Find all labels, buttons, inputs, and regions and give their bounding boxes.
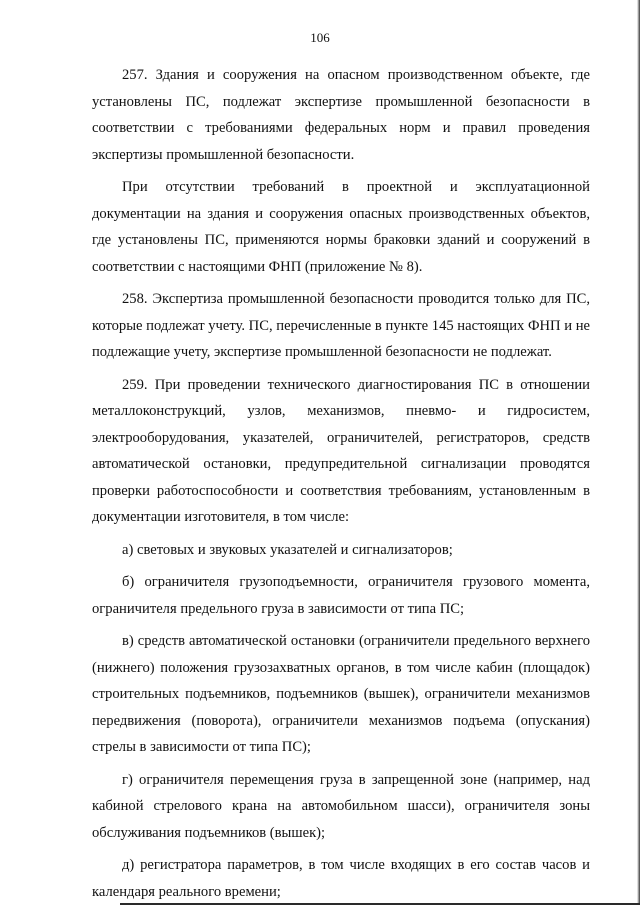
page-number: 106	[310, 30, 330, 45]
list-item-d: д) регистратора параметров, в том числе входящих в его состав часов и календаря реального времени;	[92, 857, 590, 900]
list-item-a: а) световых и звуковых указателей и сигнализаторов;	[122, 541, 453, 558]
paragraph-257-continuation: При отсутствии требований в проектной и эксплуатационной документации на здания и сооружения опасных производственных объектов, где установлены ПС, применяются нормы браковки зданий и сооружений в соответствии с настоящими ФНП (приложение № 8).	[92, 179, 590, 275]
list-item-g: г) ограничителя перемещения груза в запрещенной зоне (например, над кабиной стрелового крана на автомобильном шасси), ограничителя зоны обслуживания подъемников (вышек);	[92, 771, 590, 841]
paragraph-258: 258. Экспертиза промышленной безопасности проводится только для ПС, которые подлежат учету. ПС, перечисленные в пункте 145 настоящих ФНП и не подлежащие учету, экспертизе промышленной безопасности не подлежат.	[92, 291, 590, 360]
document-body	[92, 62, 590, 905]
paragraph-259: 259. При проведении технического диагностирования ПС в отношении металлоконструкций, узлов, механизмов, пневмо- и гидросистем, электрооборудования, указателей, ограничителей, регистраторов, средств автоматической остановки, предупредительной сигнализации проводятся проверки работоспособности и соответствия требованиям, установленным в документации изготовителя, в том числе:	[92, 376, 590, 525]
paragraph-257: 257. Здания и сооружения на опасном производственном объекте, где установлены ПС, подлежат экспертизе промышленной безопасности в соответствии с требованиями федеральных норм и правил проведения экспертизы промышленной безопасности.	[92, 67, 590, 163]
list-item-v: в) средств автоматической остановки (ограничители предельного верхнего (нижнего) положения грузозахватных органов, в том числе кабин (площадок) строительных подъемников, подъемников (вышек), ограничители механизмов передвижения (поворота), ограничители механизмов подъема (опускания) стрелы в зависимости от типа ПС);	[92, 633, 590, 755]
list-item-b: б) ограничителя грузоподъемности, ограничителя грузового момента, ограничителя предельного груза в зависимости от типа ПС;	[92, 574, 590, 617]
